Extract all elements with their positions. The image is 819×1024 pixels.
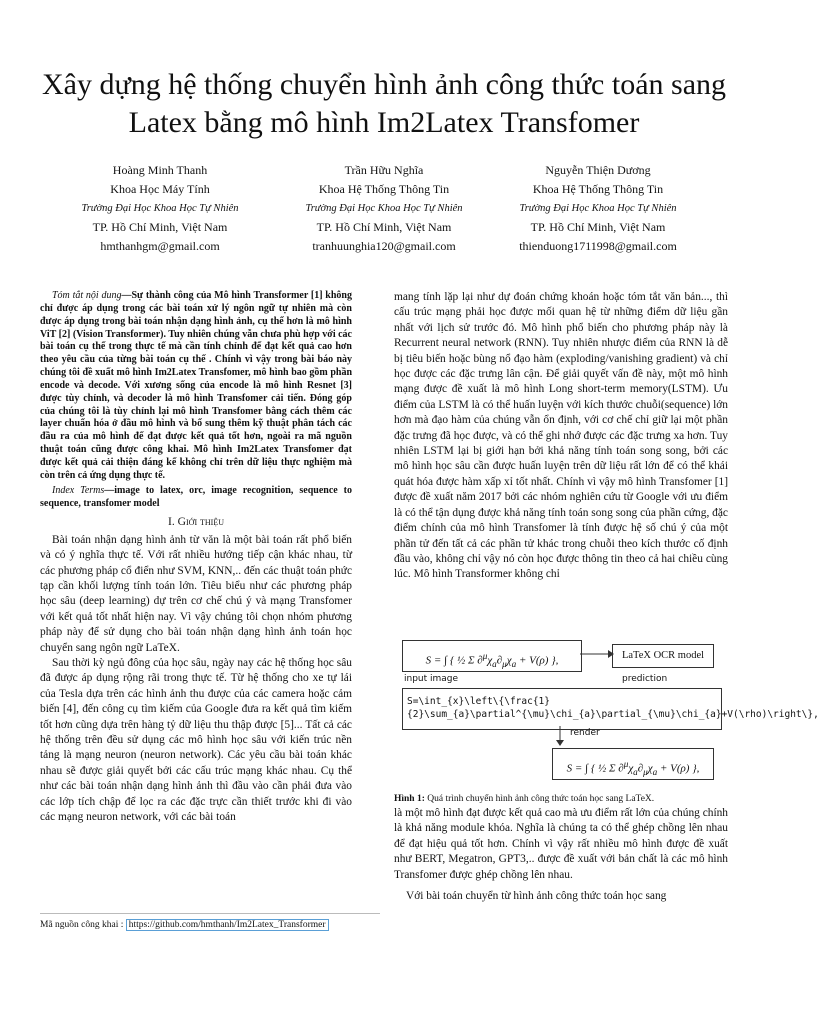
author-email: hmthanhgm@gmail.com — [100, 239, 220, 253]
author-dept: Khoa Học Máy Tính — [110, 182, 210, 196]
author-city: TP. Hồ Chí Minh, Việt Nam — [530, 220, 666, 234]
source-code-link[interactable]: https://github.com/hmthanh/Im2Latex_Transformer — [126, 919, 329, 931]
arrow-down-icon — [554, 726, 566, 746]
author-city: TP. Hồ Chí Minh, Việt Nam — [92, 220, 228, 234]
arrow-icon — [580, 648, 614, 660]
author-name: Nguyễn Thiện Dương — [545, 163, 651, 177]
author-dept: Khoa Hệ Thống Thông Tin — [532, 182, 664, 196]
section-heading: I. Giới thiệu — [167, 515, 225, 529]
author-name: Trần Hữu Nghĩa — [344, 163, 424, 177]
abstract-label: Tóm tắt nội dung — [52, 290, 122, 301]
author-1 — [40, 161, 280, 256]
author-school: Trường Đại Học Khoa Học Tự Nhiên — [305, 203, 463, 214]
author-name: Hoàng Minh Thanh — [112, 163, 208, 177]
right-column — [394, 290, 728, 583]
abstract-text: —Sự thành công của Mô hình Transformer [1] không chỉ được áp dụng trong các bài toán xử lý ngôn ngữ tự nhiên mà còn được áp dụng trong bài toán nhận dạng hình ảnh, cụ thể hơn là mô hình ViT [2] (Vision Transformer). Tuy nhiên chúng vẫn chưa phù hợp với các bài toán cụ thể trong thực tế mà cần tính chỉnh để đạt kết quả cao hơn theo yêu cầu của từng bài toán cụ thể . Chính vì vậy trong bài báo này chúng tôi đề xuất mô hình Im2Latex Transfomer, mô hình bao gồm phần encode và decode. Với xương sống của encode là mô hình Resnet [3] được tùy chỉnh, và decoder là mô hình Transfomer cải tiến. Đóng góp của chúng tôi là tùy chỉnh lại mô hình Transfomer bằng cách thêm các layer chuẩn hóa ở đầu mô hình và bổ sung thêm kỹ thuật phân tách các đầu ra của mô hình để đạt được kết quả tốt hơn, ngoài ra mã nguồn thuật toán cũng được công khai. Mô hình Im2Latex Transfomer đạt được kết quả cải thiện đáng kể không chỉ trên dữ liệu thực nghiệm mà còn trên cả ứng dụng thực tế. — [40, 290, 352, 481]
caption-text: Quá trình chuyển hình ảnh công thức toán học sang LaTeX. — [427, 794, 655, 804]
paragraph: Với bài toán chuyển từ hình ảnh công thức toán học sang — [406, 890, 667, 903]
input-image-label: input image — [404, 674, 459, 684]
abstract — [40, 290, 352, 483]
figure-caption — [394, 793, 728, 806]
caption-label: Hình 1: — [394, 794, 425, 804]
render-label: render — [570, 728, 600, 738]
author-3 — [478, 161, 718, 256]
author-city: TP. Hồ Chí Minh, Việt Nam — [316, 220, 452, 234]
paragraph: mang tính lặp lại như dự đoán chứng khoán hoặc tóm tắt văn bản..., thì cấu trúc mạng phải học được mối quan hệ từ những điểm dữ liệu gần nhất với lịch sử trước đó. Mô hình phổ biến cho phương pháp này là Recurrent neural network (RNN). Tuy nhiên nhược điểm của RNN là dễ bị tiêu biến hoặc bùng nổ đạo hàm (exploding/vanishing gradient) và chỉ học được các đặc trưng lân cận. Để giải quyết vấn đề này, một mô hình mạng được đề xuất là mô hình Long short-term memory(LSTM). Ưu điểm của LSTM là có thể huấn luyện với kích thước chuỗi(sequence) lớn hơn mà đạo hàm của chúng vẫn ổn định, với cơ chế chỉ giữ lại một phần đặc trưng đã học được, và có thể ghi nhớ được các đặc trưng xa hơn. Tuy nhiên LSTM lại bị giới hạn bởi khả năng tính toán song song, bởi các mô hình học sâu cần được huấn luyện trên dữ liệu rất lớn để có thể khái quát hóa được hàm xấp xỉ tốt nhất. Chính vì vậy mô hình Transfomer [1] được đề xuất năm 2017 bởi các nhóm nghiên cứu từ Google với ưu điểm là có thể tận dụng được khả năng tính toán song song của phần cứng, đặc điểm chính của mô hình Transfomer là tính được hệ số chú ý của một phần tử đến tất cả các phần tử khác trong chuỗi theo kích thước cố định đầu vào, không chỉ vậy nó còn học được thông tin theo cả hai chiều cùng lúc. Mô hình Transformer không chỉ — [394, 291, 728, 581]
figure-1 — [394, 640, 819, 790]
paragraph: là một mô hình đạt được kết quả cao mà ưu điểm rất lớn của chúng chính là khả năng module khóa. Nghĩa là chúng ta có thể ghép chồng lên nhau để đạt hiệu quả tốt hơn. Chính vì vậy rất nhiều mô hình được đề xuất như BERT, Megatron, GPT3,.. được đề xuất với bản chất là các mô hình Transfomer được ghép chồng lên nhau. — [394, 807, 728, 881]
index-terms — [40, 485, 352, 511]
author-school: Trường Đại Học Khoa Học Tự Nhiên — [519, 203, 677, 214]
input-formula-image: S = ∫ { ½ Σ $\partial^\mu\chi_a\partial_\mu\chi_a + V(\rho)$ }, — [402, 640, 582, 672]
index-terms-label: Index Terms — [52, 484, 105, 496]
latex-code-box: S=\int_{x}\left\{\frac{1}{2}\sum_{a}\partial^{\mu}\chi_{a}\partial_{\mu}\chi_{a}+V(\rho)\right\}, — [402, 688, 722, 730]
rendered-formula: S = ∫ { ½ Σ $\partial^\mu\chi_a\partial_\mu\chi_a + V(\rho)$ }, — [552, 748, 714, 780]
left-column — [40, 290, 352, 825]
author-email: tranhuunghia120@gmail.com — [312, 239, 456, 253]
author-school: Trường Đại Học Khoa Học Tự Nhiên — [81, 203, 239, 214]
paragraph: Sau thời kỳ ngủ đông của học sâu, ngày nay các hệ thống học sâu đã được áp dụng rộng rãi trong thực tế. Từ hệ thống cho xe tự lái của Tesla dựa trên các hình ảnh thu được của các camera hoặc cảm biến [4], đến công cụ tìm kiếm của Google đưa ra kết quả tìm kiếm tốt hơn cũng dựa trên hàng tỷ dữ liệu thu thập được [5]... Tất cả các hệ thống trên đều sử dụng các mô hình học sâu với kiến trúc nền tảng là mạng neuron (neuron network). Các yêu cầu bài toán khác nhau sẽ được giải quyết bởi các cấu trúc mạng khác nhau. Cụ thể như các bài toán nhận dạng hình ảnh thì đầu vào cần phải đưa vào các lớp tích chập để lọc ra các đặc trực cần thiết trước khi đi vào các mạng neuron network, với các bài toán — [40, 657, 352, 824]
ocr-model-box: LaTeX OCR model — [612, 644, 714, 668]
paragraph: Bài toán nhận dạng hình ảnh từ văn là một bài toán rất phổ biến và có ý nghĩa thực tế. Với rất nhiều hướng tiếp cận khác nhau, từ các phương pháp cổ điển như SVM, KNN,.. đến các thuật toán phức tạp cần khối lượng tính toán lớn. Tiêu biểu như các phương pháp học sâu (deep learning) dự trên cơ chế chú ý và mạng Transfomer với kết quả tốt nhất hiện nay. Vì vậy chúng tôi chọn nhóm phương pháp này để sử dụng cho bài toán nhận dạng hình ảnh toán học chuyển sang ngôn ngữ LaTeX. — [40, 533, 352, 654]
footnote-label: Mã nguồn công khai : — [40, 920, 124, 930]
index-terms-text: —image to latex, orc, image recognition, sequence to sequence, transfomer model — [40, 484, 352, 509]
author-dept: Khoa Hệ Thống Thông Tin — [318, 182, 450, 196]
author-email: thienduong1711998@gmail.com — [519, 239, 677, 253]
right-column-continued — [394, 806, 728, 904]
paper-title: Xây dựng hệ thống chuyển hình ảnh công thức toán sang Latex bằng mô hình Im2Latex Transfomer — [41, 68, 727, 139]
footnote — [40, 913, 380, 930]
prediction-label: prediction — [622, 674, 668, 684]
author-2 — [264, 161, 504, 256]
